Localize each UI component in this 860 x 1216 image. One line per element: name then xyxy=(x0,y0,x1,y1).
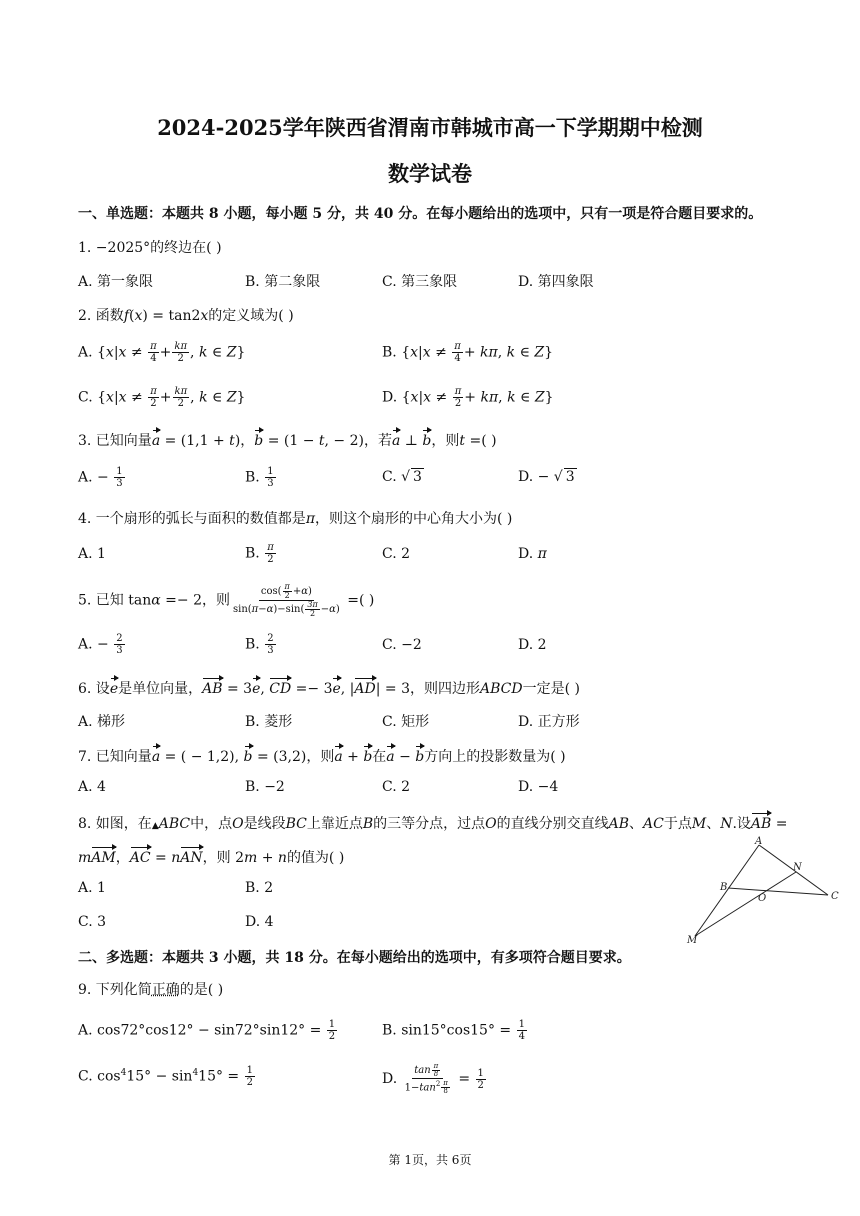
label-c: C xyxy=(831,891,839,902)
question-7-stem: 7. 已知向量a = ( − 1,2), b = (3,2)，则a + b在a − b方向上的投影数量为( ) xyxy=(78,749,566,765)
label-m: M xyxy=(687,935,698,946)
q5-option-d: D. 2 xyxy=(518,637,547,653)
question-5-stem: 5. 已知 tanα =− 2，则 cos( $\frac{\pi}{2}$ +α) sin(π−α)−sin( $\frac{3\pi}{2}$ −α) =( ) xyxy=(78,582,375,618)
q3-option-c: C. √ 3 xyxy=(382,469,422,485)
q9-option-d: D. tan $\frac{\pi}{8}$ $1-\tan^2$ $\frac{\pi}{8}$ = $\frac{1}{2}$ xyxy=(382,1062,484,1096)
q1-option-d: D. 第四象限 xyxy=(518,274,594,290)
line-mn xyxy=(695,872,796,936)
label-o: O xyxy=(758,893,767,904)
q1-option-b: B. 第二象限 xyxy=(245,274,321,290)
q4-option-c: C. 2 xyxy=(382,546,411,562)
q2-option-d: D. {x|x ≠ $\frac{\pi}{2}$ + kπ, k ∈ Z} xyxy=(382,386,554,409)
q7-option-d: D. −4 xyxy=(518,779,559,795)
q2-option-c: C. {x|x ≠ $\frac{\pi}{2}$ + $\frac{k\pi}{2}$ , k ∈ Z} xyxy=(78,386,246,409)
question-9-stem: 9. 下列化简正确的是( ) xyxy=(78,982,224,998)
q8-option-a: A. 1 xyxy=(78,880,106,896)
q5-option-c: C. −2 xyxy=(382,637,422,653)
label-n: N xyxy=(793,862,802,873)
q1-option-c: C. 第三象限 xyxy=(382,274,458,290)
question-1-stem: 1. −2025°的终边在( ) xyxy=(78,240,222,256)
q8-geometry-figure xyxy=(680,836,850,948)
q3-option-a: A. − $\frac{1}{3}$ xyxy=(78,466,123,489)
q6-option-b: B. 菱形 xyxy=(245,714,293,730)
question-8-stem-line2: mAM，AC = nAN，则 2m + n的值为( ) xyxy=(78,850,345,866)
paper-title: 2024-2025学年陕西省渭南市韩城市高一下学期期中检测 xyxy=(157,115,703,140)
q5-option-b: B. $\frac{2}{3}$ xyxy=(245,633,274,656)
q7-option-b: B. −2 xyxy=(245,779,285,795)
q6-option-c: C. 矩形 xyxy=(382,714,430,730)
q4-option-a: A. 1 xyxy=(78,546,106,562)
label-b: B xyxy=(720,882,728,893)
q9-option-a: A. cos72°cos12° − sin72°sin12° = $\frac{1}{2}$ xyxy=(78,1019,336,1042)
q4-option-d: D. π xyxy=(518,546,547,562)
q8-option-c: C. 3 xyxy=(78,914,107,930)
question-8-stem-line1: 8. 如图，在▲ABC中，点O是线段BC上靠近点B的三等分点，过点O的直线分别交直线AB、AC于点M、N.设AB = xyxy=(78,816,788,832)
section-single-choice-heading: 一、单选题：本题共 8 小题，每小题 5 分，共 40 分。在每小题给出的选项中，只有一项是符合题目要求的。 xyxy=(78,206,763,222)
q4-option-b: B. $\frac{\pi}{2}$ xyxy=(245,542,274,565)
question-2-stem: 2. 函数f(x) = tan2x的定义域为( ) xyxy=(78,308,294,324)
q7-option-a: A. 4 xyxy=(78,779,106,795)
q2-option-a: A. {x|x ≠ $\frac{\pi}{4}$ + $\frac{k\pi}{2}$ , k ∈ Z} xyxy=(78,341,246,364)
q2-option-b: B. {x|x ≠ $\frac{\pi}{4}$ + kπ, k ∈ Z} xyxy=(382,341,554,364)
label-a: A xyxy=(755,836,763,847)
q8-option-d: D. 4 xyxy=(245,914,274,930)
line-bc xyxy=(728,888,828,895)
q1-option-a: A. 第一象限 xyxy=(78,274,154,290)
question-6-stem: 6. 设e是单位向量，AB = 3e, CD =− 3e, |AD| = 3，则四边形ABCD一定是( ) xyxy=(78,681,580,697)
q9-option-c: C. $\cos^415^\circ - \sin^415^\circ$ = $\frac{1}{2}$ xyxy=(78,1065,253,1088)
paper-subtitle: 数学试卷 xyxy=(388,161,472,186)
q3-option-b: B. $\frac{1}{3}$ xyxy=(245,466,274,489)
page-footer: 第 1页，共 6页 xyxy=(388,1153,472,1167)
question-4-stem: 4. 一个扇形的弧长与面积的数值都是π，则这个扇形的中心角大小为( ) xyxy=(78,511,513,527)
q6-option-a: A. 梯形 xyxy=(78,714,126,730)
question-3-stem: 3. 已知向量a = (1,1 + t)，b = (1 − t, − 2)，若a ⊥ b，则t =( ) xyxy=(78,433,497,449)
q6-option-d: D. 正方形 xyxy=(518,714,580,730)
q8-option-b: B. 2 xyxy=(245,880,274,896)
q5-option-a: A. − $\frac{2}{3}$ xyxy=(78,633,123,656)
q3-option-d: D. − √ 3 xyxy=(518,469,575,485)
q9-option-b: B. sin15°cos15° = $\frac{1}{4}$ xyxy=(382,1019,525,1042)
section-multiple-choice-heading: 二、多选题：本题共 3 小题，共 18 分。在每小题给出的选项中，有多项符合题目要求。 xyxy=(78,950,631,966)
q7-option-c: C. 2 xyxy=(382,779,411,795)
